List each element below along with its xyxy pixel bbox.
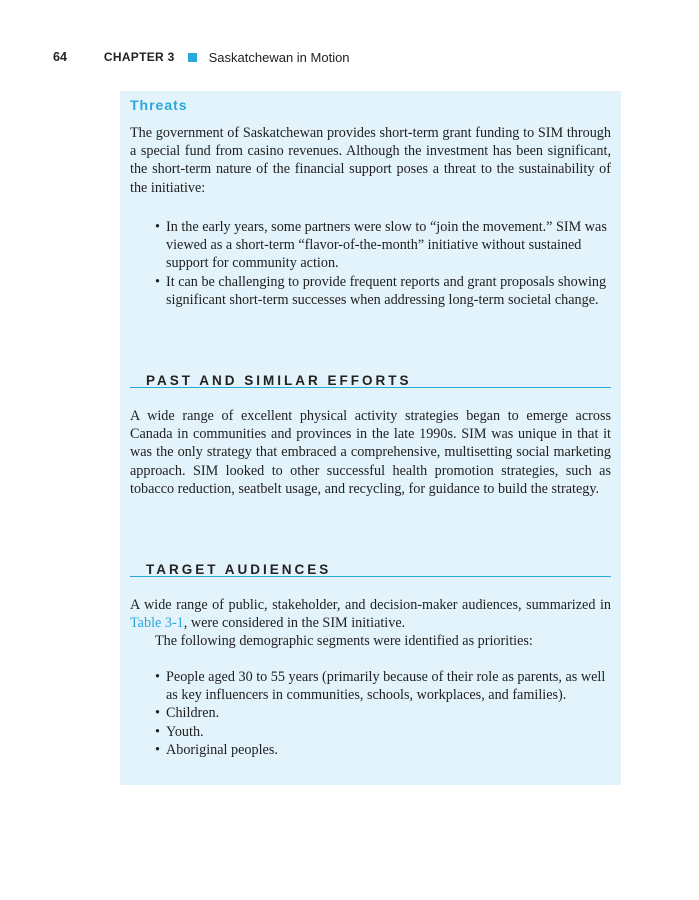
running-header xyxy=(53,48,350,66)
page-number: 64 xyxy=(53,50,67,64)
list-item: • It can be challenging to provide frequent reports and grant proposals showing significant short-term successes when addressing long-term societal change. xyxy=(155,273,611,309)
target-audiences-section-heading xyxy=(130,554,611,577)
threats-heading: Threats xyxy=(130,97,188,113)
past-efforts-heading: PAST AND SIMILAR EFFORTS xyxy=(146,373,412,388)
target-audiences-bullet-list xyxy=(155,668,611,759)
table-3-1-link[interactable]: Table 3-1 xyxy=(130,615,184,632)
target-audiences-paragraph xyxy=(130,596,611,632)
list-item: • Children. xyxy=(155,704,611,722)
list-item: • People aged 30 to 55 years (primarily because of their role as parents, as well as key influencers in communities, schools, workplaces, and families). xyxy=(155,668,611,704)
paragraph-text: A wide range of public, stakeholder, and decision-maker audiences, summarized in xyxy=(130,597,611,613)
past-efforts-paragraph: A wide range of excellent physical activity strategies began to emerge across Canada in communities and provinces in the late 1990s. SIM was unique in that it was the only strategy that embraced a comprehensive, multisetting social marketing approach. SIM looked to other successful health promotion strategies, such as tobacco reduction, seatbelt usage, and recycling, for guidance to build the strategy. xyxy=(130,408,611,497)
case-study-panel xyxy=(120,91,621,785)
list-item: • Aboriginal peoples. xyxy=(155,741,611,759)
list-item: • In the early years, some partners were slow to “join the movement.” SIM was viewed as a short-term “flavor-of-the-month” initiative without sustained support for community action. xyxy=(155,218,611,273)
past-efforts-section-heading xyxy=(130,365,611,388)
paragraph-text: , were considered in the SIM initiative. xyxy=(183,615,406,632)
chapter-title: Saskatchewan in Motion xyxy=(208,49,350,65)
chapter-label: CHAPTER 3 xyxy=(103,50,175,64)
threats-paragraph: The government of Saskatchewan provides short-term grant funding to SIM through a special fund from casino revenues. Although the investment has been significant, the short-term nature of the financial support poses a threat to the sustainability of the initiative: xyxy=(130,125,611,196)
target-audiences-intro: The following demographic segments were identified as priorities: xyxy=(155,633,533,649)
square-bullet-icon xyxy=(188,53,197,62)
threats-bullet-list xyxy=(155,218,611,309)
target-audiences-heading: TARGET AUDIENCES xyxy=(146,562,332,577)
list-item: • Youth. xyxy=(155,723,611,741)
